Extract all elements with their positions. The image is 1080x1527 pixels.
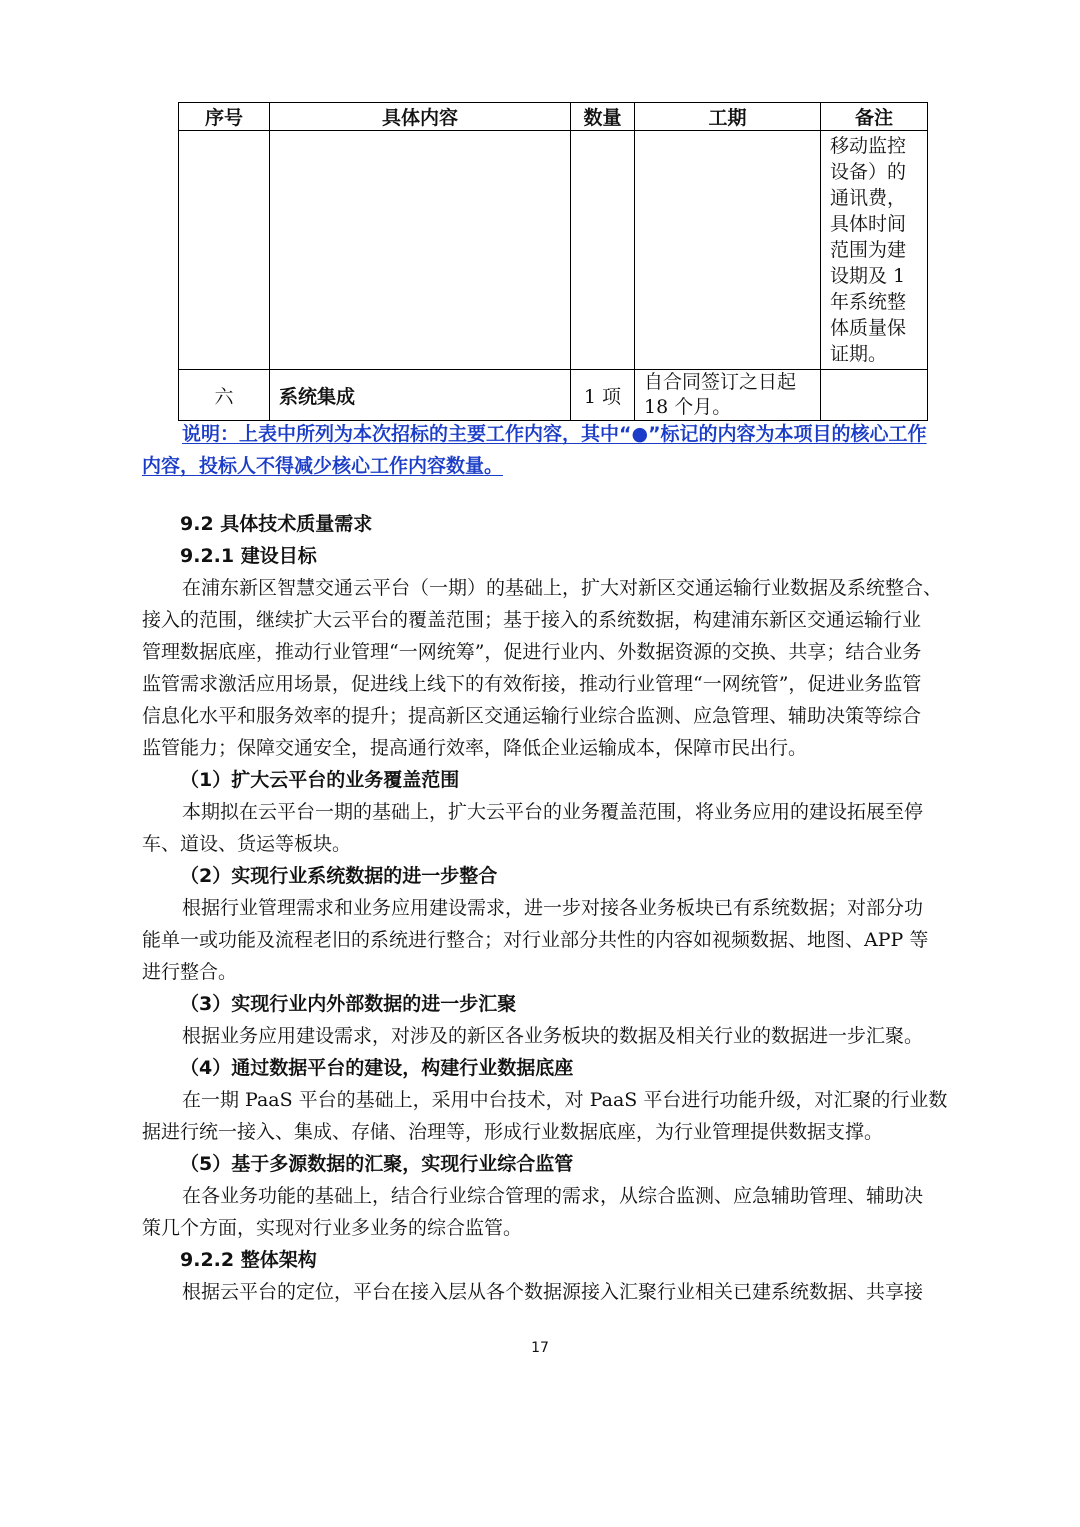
- header-content: 具体内容: [270, 103, 571, 131]
- note-line: 具体时间: [830, 213, 907, 235]
- period-line: 18 个月。: [644, 396, 732, 418]
- period-line: 自合同签订之日起: [644, 371, 797, 393]
- header-index: 序号: [179, 103, 270, 131]
- paragraph-line: 能单一或功能及流程老旧的系统进行整合；对行业部分共性的内容如视频数据、地图、APP 等: [142, 929, 929, 951]
- paragraph-line: 本期拟在云平台一期的基础上，扩大云平台的业务覆盖范围，将业务应用的建设拓展至停: [182, 801, 924, 823]
- paragraph-line: 管理数据底座，推动行业管理“一网统筹”，促进行业内、外数据资源的交换、共享；结合业务: [142, 641, 922, 663]
- paragraph: [142, 796, 972, 860]
- table-header-row: [179, 103, 928, 131]
- header-quantity: 数量: [571, 103, 635, 131]
- table-cell: [179, 131, 270, 370]
- row-period: [635, 370, 821, 421]
- paragraph-line: 车、道设、货运等板块。: [142, 833, 352, 855]
- paragraph: [142, 572, 972, 764]
- table-explanation: [142, 418, 972, 482]
- note-line: 范围为建: [830, 239, 907, 261]
- row-index: 六: [179, 370, 270, 421]
- section-heading: 9.2.1 建设目标: [180, 545, 317, 567]
- explanation-line: 内容，投标人不得减少核心工作内容数量。: [142, 455, 504, 477]
- paragraph-line: 根据业务应用建设需求，对涉及的新区各业务板块的数据及相关行业的数据进一步汇聚。: [182, 1025, 924, 1047]
- note-line: 设备）的: [830, 161, 907, 183]
- note-line: 移动监控: [830, 135, 907, 157]
- table-cell: [270, 131, 571, 370]
- table-cell: [571, 131, 635, 370]
- paragraph-line: 在浦东新区智慧交通云平台（一期）的基础上，扩大对新区交通运输行业数据及系统整合、: [182, 577, 943, 599]
- paragraph: [142, 1276, 972, 1308]
- paragraph-line: 监管需求激活应用场景，促进线上线下的有效衔接，推动行业管理“一网统管”，促进业务监管: [142, 673, 922, 695]
- paragraph-line: 根据行业管理需求和业务应用建设需求，进一步对接各业务板块已有系统数据；对部分功: [182, 897, 924, 919]
- paragraph-line: 在各业务功能的基础上，结合行业综合管理的需求，从综合监测、应急辅助管理、辅助决: [182, 1185, 924, 1207]
- paragraph-line: 信息化水平和服务效率的提升；提高新区交通运输行业综合监测、应急管理、辅助决策等综合: [142, 705, 922, 727]
- paragraph: [142, 1084, 972, 1148]
- header-note: 备注: [821, 103, 928, 131]
- table-row: [179, 370, 928, 421]
- paragraph-line: 在一期 PaaS 平台的基础上，采用中台技术，对 PaaS 平台进行功能升级，对汇聚的行业数: [182, 1089, 948, 1111]
- note-line: 设期及 1: [830, 265, 906, 287]
- item-heading: （5）基于多源数据的汇聚，实现行业综合监管: [180, 1153, 574, 1175]
- item-heading: （4）通过数据平台的建设，构建行业数据底座: [180, 1057, 574, 1079]
- note-line: 体质量保: [830, 317, 907, 339]
- document-body: [142, 508, 972, 1308]
- note-line: 证期。: [830, 343, 888, 365]
- note-line: 通讯费，: [830, 187, 907, 209]
- item-heading: （2）实现行业系统数据的进一步整合: [180, 865, 498, 887]
- section-heading: 9.2.2 整体架构: [180, 1249, 317, 1271]
- paragraph-line: 策几个方面，实现对行业多业务的综合监管。: [142, 1217, 523, 1239]
- work-content-table: [178, 102, 928, 421]
- note-line: 年系统整: [830, 291, 907, 313]
- section-heading: 9.2 具体技术质量需求: [180, 513, 373, 535]
- paragraph: [142, 892, 972, 988]
- paragraph: [142, 1180, 972, 1244]
- paragraph-line: 进行整合。: [142, 961, 238, 983]
- row-content: 系统集成: [270, 370, 571, 421]
- table-row: [179, 131, 928, 370]
- paragraph-line: 根据云平台的定位，平台在接入层从各个数据源接入汇聚行业相关已建系统数据、共享接: [182, 1281, 924, 1303]
- page-number: 17: [531, 1340, 549, 1356]
- continued-note-cell: [821, 131, 928, 370]
- paragraph: [142, 1020, 972, 1052]
- header-period: 工期: [635, 103, 821, 131]
- paragraph-line: 接入的范围，继续扩大云平台的覆盖范围；基于接入的系统数据，构建浦东新区交通运输行业: [142, 609, 922, 631]
- row-quantity: 1 项: [571, 370, 635, 421]
- paragraph-line: 据进行统一接入、集成、存储、治理等，形成行业数据底座，为行业管理提供数据支撑。: [142, 1121, 884, 1143]
- row-note: [821, 370, 928, 421]
- item-heading: （1）扩大云平台的业务覆盖范围: [180, 769, 460, 791]
- paragraph-line: 监管能力；保障交通安全，提高通行效率，降低企业运输成本，保障市民出行。: [142, 737, 808, 759]
- table-cell: [635, 131, 821, 370]
- explanation-line: 说明：上表中所列为本次招标的主要工作内容，其中“●”标记的内容为本项目的核心工作: [182, 423, 927, 445]
- item-heading: （3）实现行业内外部数据的进一步汇聚: [180, 993, 517, 1015]
